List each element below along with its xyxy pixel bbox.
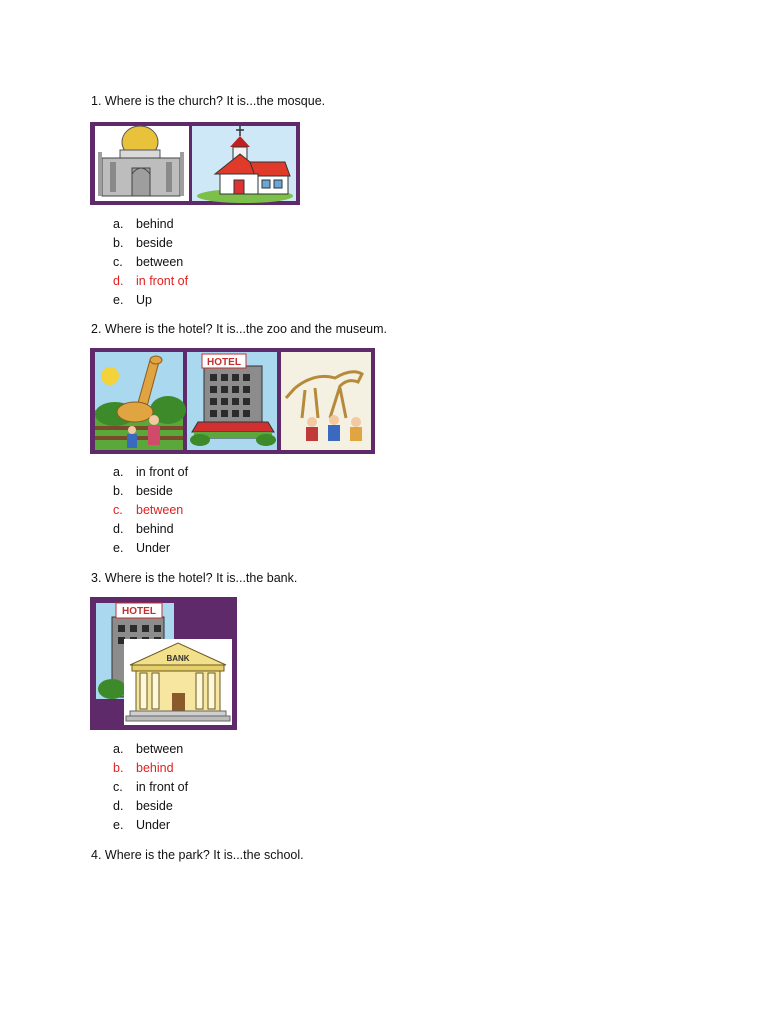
option-3e[interactable]: e. Under xyxy=(113,818,171,832)
question-4-text: 4. Where is the park? It is...the school. xyxy=(91,848,304,862)
hotel-illustration xyxy=(187,352,277,450)
option-2d[interactable]: d. behind xyxy=(113,522,174,536)
option-1b[interactable]: b. beside xyxy=(113,236,173,250)
zoo-illustration xyxy=(95,352,186,450)
question-1-text: 1. Where is the church? It is...the mosque. xyxy=(91,94,326,108)
mosque-illustration xyxy=(95,126,189,201)
question-3-image xyxy=(90,597,237,730)
hotel-sign-text-2: HOTEL xyxy=(122,606,156,617)
museum-illustration xyxy=(281,352,371,450)
option-3c[interactable]: c. in front of xyxy=(113,780,189,794)
bank-illustration xyxy=(124,639,232,725)
option-1a[interactable]: a. behind xyxy=(113,217,174,231)
question-3-text: 3. Where is the hotel? It is...the bank. xyxy=(91,571,298,585)
option-3b-correct[interactable]: b. behind xyxy=(113,761,174,775)
option-2a[interactable]: a. in front of xyxy=(113,465,189,479)
option-1c[interactable]: c. between xyxy=(113,255,184,269)
option-1e[interactable]: e. Up xyxy=(113,293,152,307)
church-illustration xyxy=(192,126,296,203)
question-2-text: 2. Where is the hotel? It is...the zoo and the museum. xyxy=(91,322,387,336)
bank-sign-text: BANK xyxy=(166,654,190,663)
option-2c-correct[interactable]: c. between xyxy=(113,503,184,517)
question-2-options xyxy=(113,463,188,558)
option-2b[interactable]: b. beside xyxy=(113,484,173,498)
hotel-sign-text: HOTEL xyxy=(207,357,241,368)
option-2e[interactable]: e. Under xyxy=(113,541,171,555)
question-1-options xyxy=(113,215,188,310)
option-3a[interactable]: a. between xyxy=(113,742,184,756)
option-3d[interactable]: d. beside xyxy=(113,799,173,813)
option-1d-correct[interactable]: d. in front of xyxy=(113,274,189,288)
question-2-image xyxy=(90,348,375,454)
question-3-options xyxy=(113,740,188,835)
question-1-image xyxy=(90,122,300,205)
